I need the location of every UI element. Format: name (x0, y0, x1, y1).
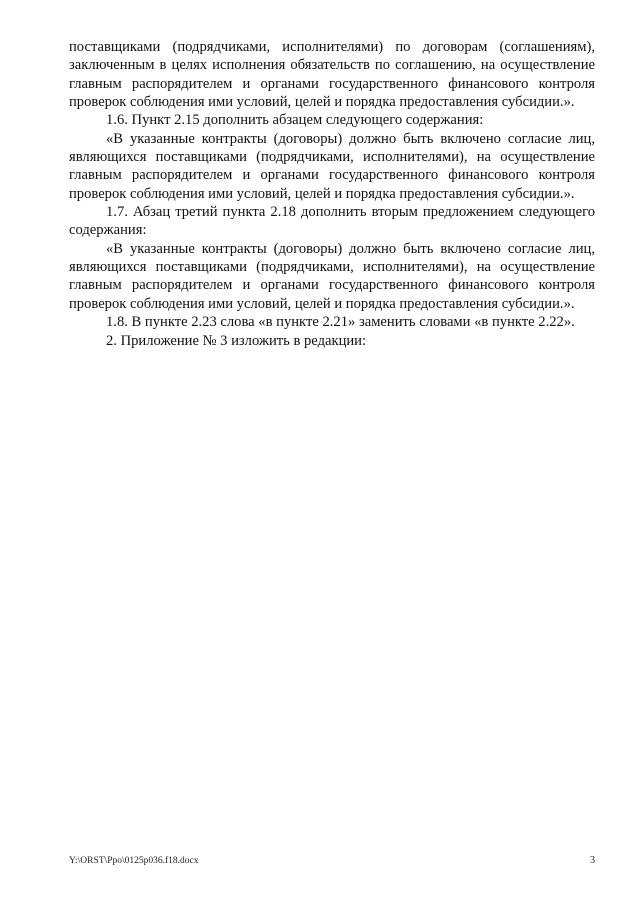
page-number: 3 (590, 855, 595, 866)
document-body (69, 38, 595, 350)
paragraph-quote-2: «В указанные контракты (договоры) должно быть включено согласие лиц, являющихся поставщиками (подрядчиками, исполнителями), на осуществление главным распорядителем и органами государственного финансового контроля проверок соблюдения ими условий, целей и порядка предоставления субсидии.». (69, 240, 595, 312)
footer-file-path: Y:\ORST\Ppo\0125p036.f18.docx (69, 856, 199, 866)
paragraph-item-1-8: 1.8. В пункте 2.23 слова «в пункте 2.21» заменить словами «в пункте 2.22». (106, 314, 575, 331)
paragraph-continuation: поставщиками (подрядчиками, исполнителями) по договорам (соглашениям), заключенным в целях исполнения обязательств по соглашению, на осуществление главным распорядителем и органами государственного финансового контроля проверок соблюдения ими условий, целей и порядка предоставления субсидии.». (69, 39, 595, 111)
paragraph-item-1-7: 1.7. Абзац третий пункта 2.18 дополнить вторым предложением следующего содержания: (69, 204, 595, 239)
paragraph-quote-1: «В указанные контракты (договоры) должно быть включено согласие лиц, являющихся поставщиками (подрядчиками, исполнителями), на осуществление главным распорядителем и органами государственного финансового контроля проверок соблюдения ими условий, целей и порядка предоставления субсидии.». (69, 130, 595, 202)
paragraph-item-2: 2. Приложение № 3 изложить в редакции: (106, 332, 367, 349)
paragraph-item-1-6: 1.6. Пункт 2.15 дополнить абзацем следующего содержания: (106, 112, 484, 129)
